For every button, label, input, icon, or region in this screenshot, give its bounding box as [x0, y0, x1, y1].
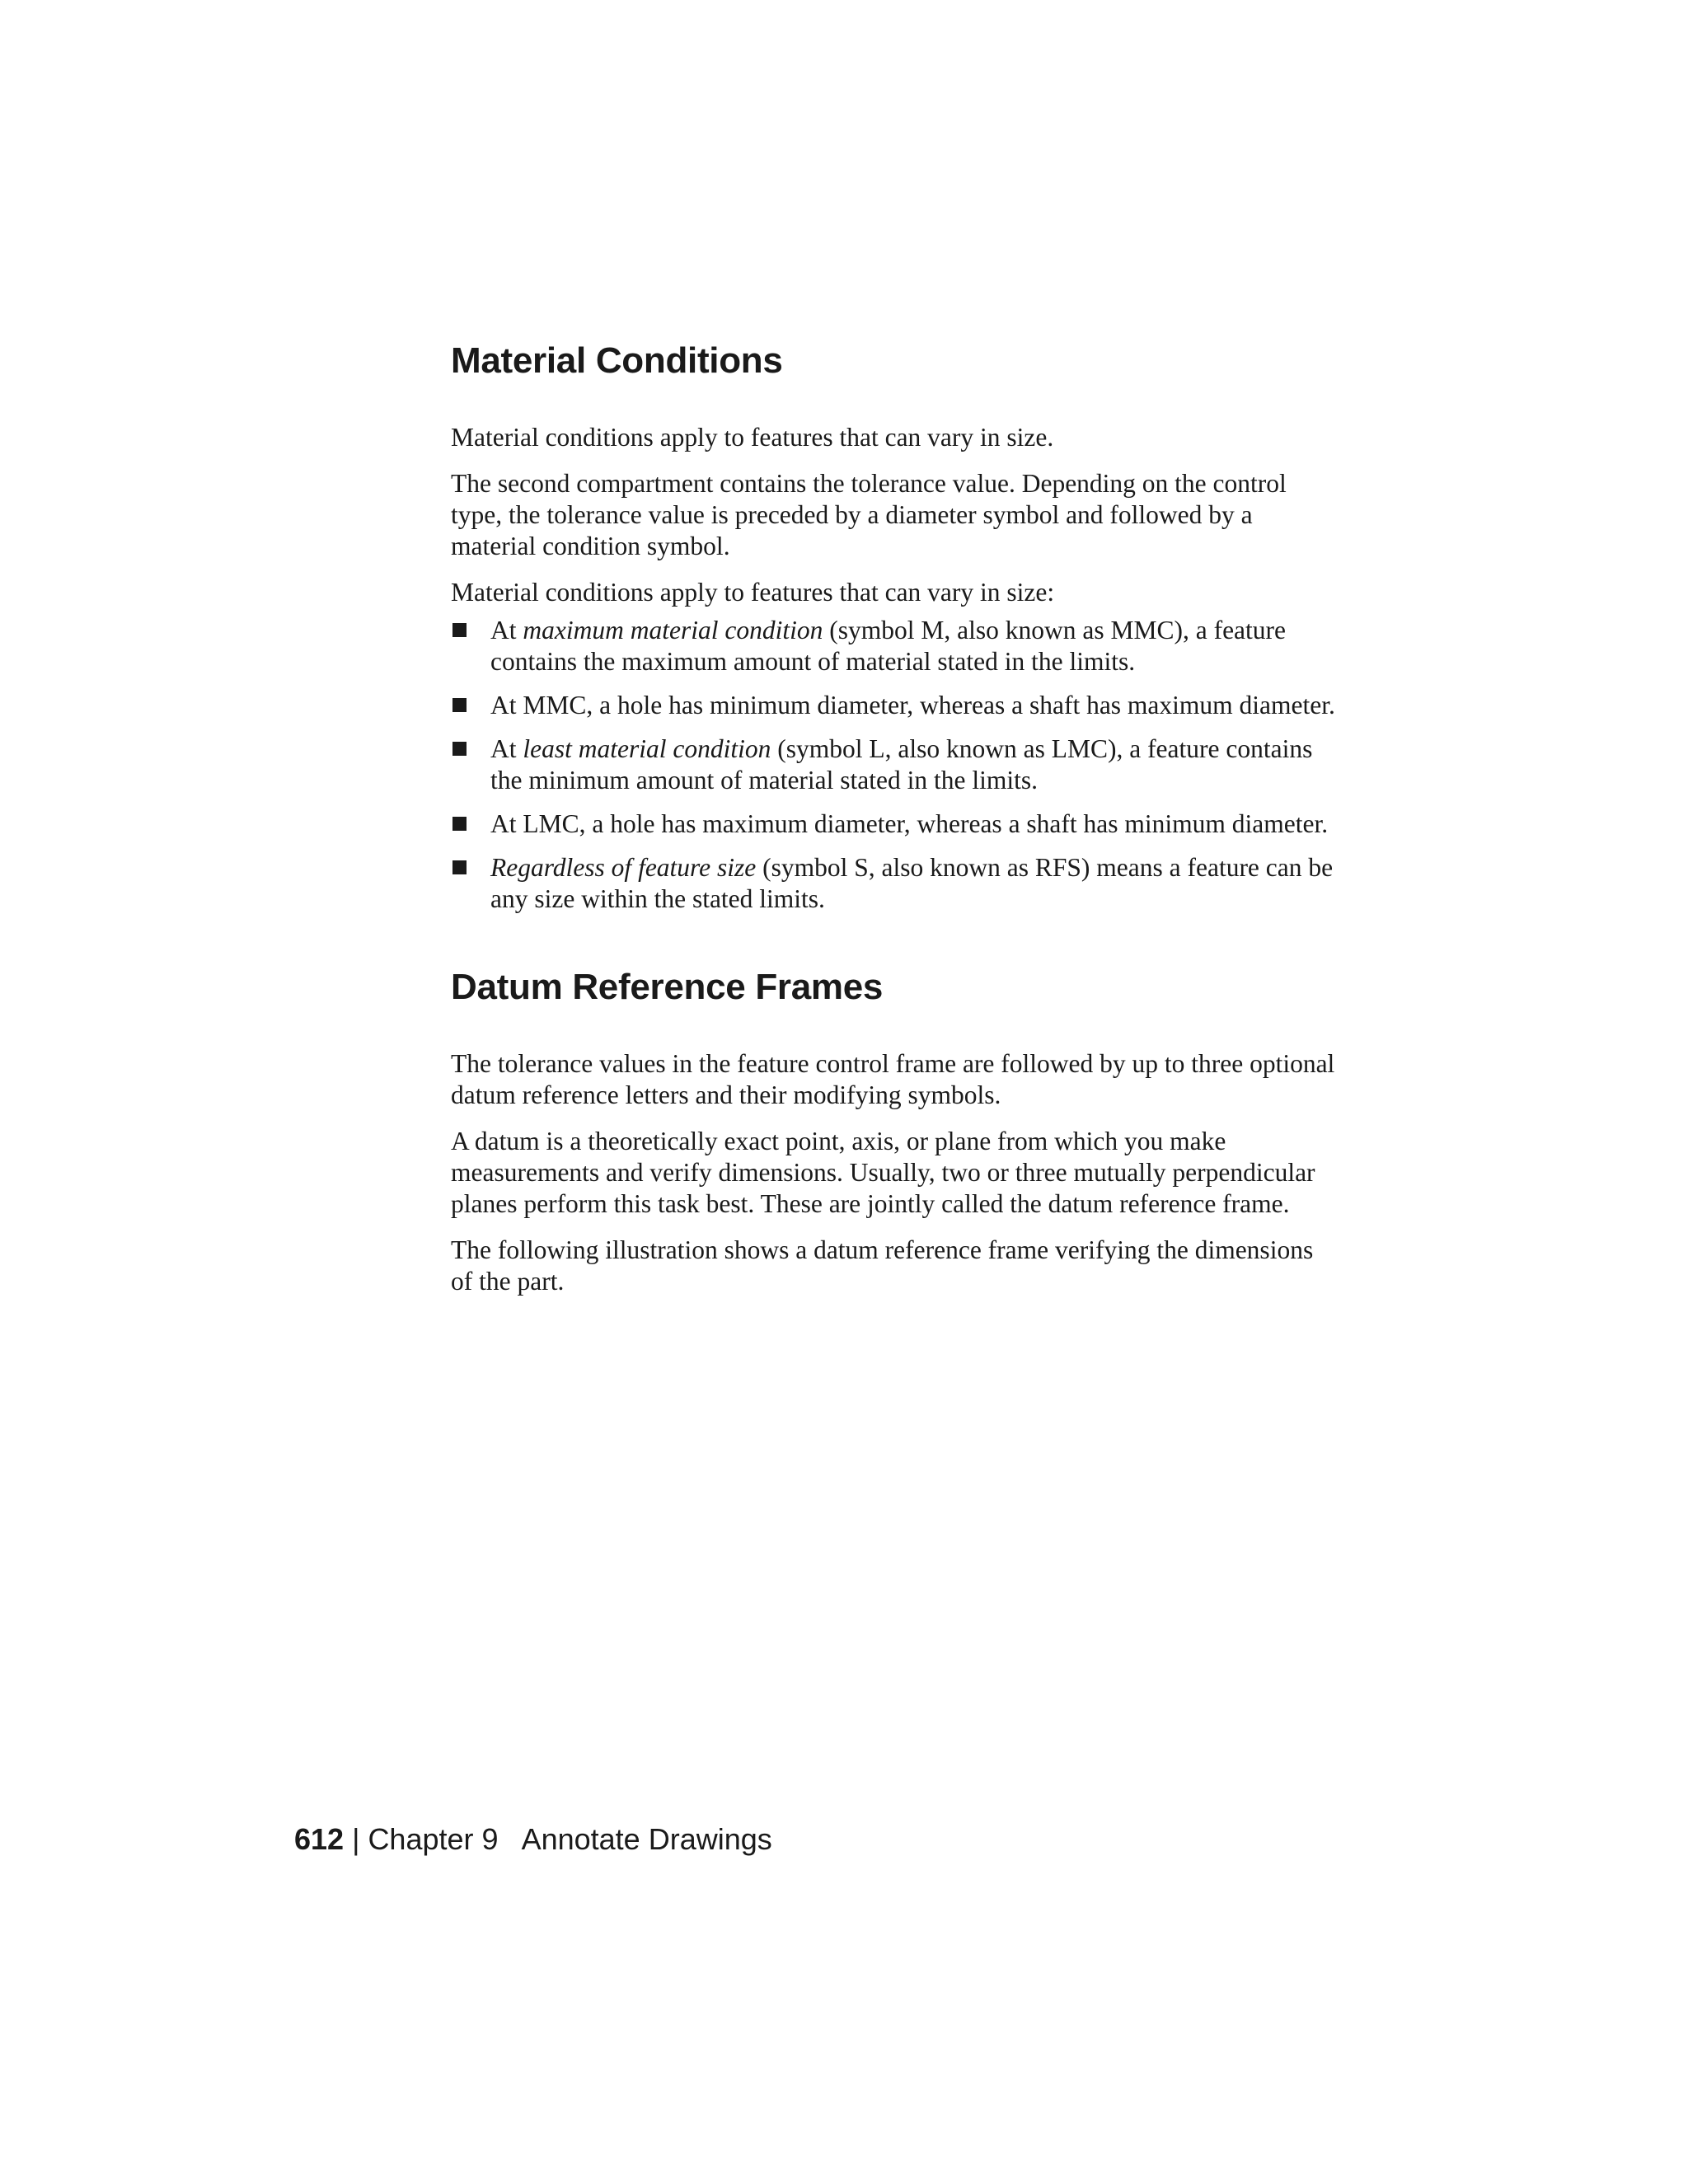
- list-item-term: maximum material condition: [523, 616, 823, 644]
- page-content: [451, 338, 1341, 1312]
- material-conditions-list: [451, 615, 1341, 915]
- square-bullet-icon: [452, 860, 467, 874]
- list-item-text: At LMC, a hole has maximum diameter, whereas a shaft has minimum diameter.: [490, 809, 1329, 838]
- list-item: [451, 733, 1341, 796]
- chapter-label: Chapter 9: [368, 1822, 499, 1856]
- list-item-text: (symbol L, also known as LMC), a feature contains the minimum amount of material stated in the limits.: [490, 734, 1313, 794]
- paragraph: A datum is a theoretically exact point, axis, or plane from which you make measurements and verify dimensions. Usually, two or three mutually perpendicular planes perform this task best. These are jointly called the datum reference frame.: [451, 1127, 1315, 1218]
- square-bullet-icon: [452, 817, 467, 831]
- square-bullet-icon: [452, 623, 467, 637]
- list-item-text: At MMC, a hole has minimum diameter, whereas a shaft has maximum diameter.: [490, 691, 1335, 719]
- paragraph: The tolerance values in the feature control frame are followed by up to three optional datum reference letters and their modifying symbols.: [451, 1049, 1335, 1109]
- page-footer: [294, 1821, 772, 1858]
- list-item-text: At: [490, 616, 523, 644]
- list-item-term: Regardless of feature size: [490, 853, 757, 882]
- list-item: [451, 690, 1341, 721]
- paragraph: The second compartment contains the tolerance value. Depending on the control type, the tolerance value is preceded by a diameter symbol and followed by a material condition symbol.: [451, 469, 1287, 560]
- section-heading-material-conditions: Material Conditions: [451, 340, 783, 381]
- list-item-text: (symbol S, also known as RFS) means a feature can be any size within the stated limits.: [490, 853, 1334, 913]
- footer-separator: |: [344, 1822, 368, 1856]
- paragraph: The following illustration shows a datum reference frame verifying the dimensions of the part.: [451, 1235, 1314, 1296]
- list-item: [451, 808, 1341, 840]
- chapter-title: Annotate Drawings: [521, 1822, 772, 1856]
- list-lead-paragraph: Material conditions apply to features that can vary in size:: [451, 578, 1055, 607]
- list-item-text: At: [490, 734, 523, 763]
- square-bullet-icon: [452, 698, 467, 712]
- paragraph: Material conditions apply to features that can vary in size.: [451, 423, 1054, 452]
- square-bullet-icon: [452, 742, 467, 756]
- list-item-term: least material condition: [523, 734, 771, 763]
- list-item: [451, 615, 1341, 677]
- page-number: 612: [294, 1822, 345, 1856]
- list-item-text: (symbol M, also known as MMC), a feature contains the maximum amount of material stated in the limits.: [490, 616, 1287, 676]
- list-item: [451, 852, 1341, 915]
- section-heading-datum-reference-frames: Datum Reference Frames: [451, 967, 884, 1007]
